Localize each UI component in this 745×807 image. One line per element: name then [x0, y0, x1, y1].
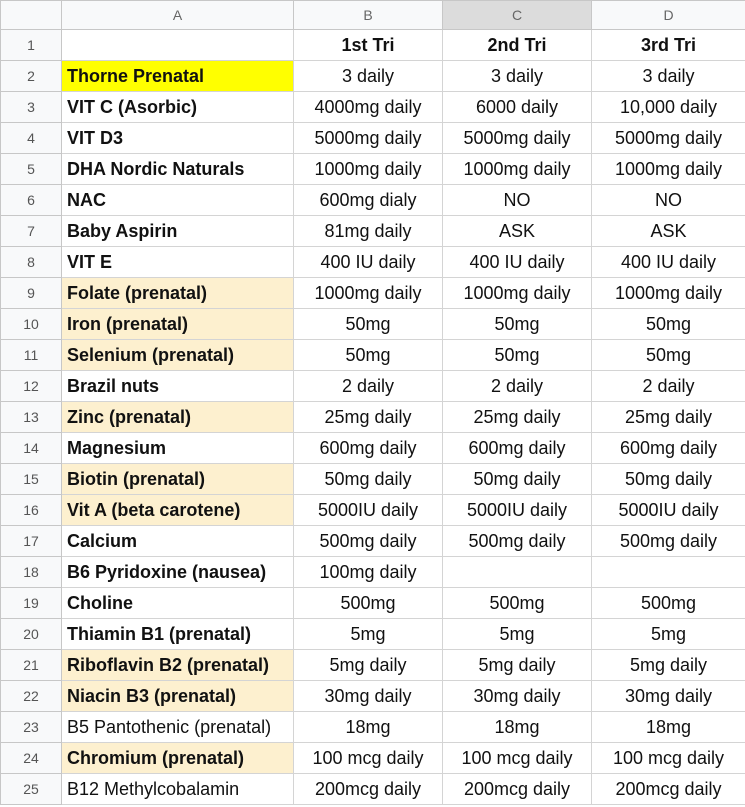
dose-1st-tri-cell[interactable]: 5mg daily	[294, 650, 443, 681]
supplement-name-cell[interactable]: NAC	[62, 185, 294, 216]
dose-2nd-tri-cell[interactable]: 500mg daily	[443, 526, 592, 557]
dose-1st-tri-cell[interactable]: 50mg daily	[294, 464, 443, 495]
row-header[interactable]: 7	[1, 216, 62, 247]
dose-3rd-tri-cell[interactable]: 500mg daily	[592, 526, 745, 557]
table-header-row	[1, 30, 745, 61]
dose-3rd-tri-cell[interactable]: 30mg daily	[592, 681, 745, 712]
table-row	[1, 557, 745, 588]
column-header-row	[1, 1, 745, 30]
dose-1st-tri-cell[interactable]: 30mg daily	[294, 681, 443, 712]
supplement-name-cell[interactable]: Biotin (prenatal)	[62, 464, 294, 495]
dose-3rd-tri-cell[interactable]: 200mcg daily	[592, 774, 745, 805]
table-row	[1, 774, 745, 805]
cell-header-1st-tri[interactable]: 1st Tri	[294, 30, 443, 61]
table-row	[1, 216, 745, 247]
dose-3rd-tri-cell[interactable]: 3 daily	[592, 61, 745, 92]
select-all-corner[interactable]	[1, 1, 62, 30]
dose-1st-tri-cell[interactable]: 1000mg daily	[294, 154, 443, 185]
row-header[interactable]: 21	[1, 650, 62, 681]
dose-1st-tri-cell[interactable]: 81mg daily	[294, 216, 443, 247]
supplement-name-cell[interactable]: B5 Pantothenic (prenatal)	[62, 712, 294, 743]
dose-2nd-tri-cell[interactable]: 30mg daily	[443, 681, 592, 712]
dose-1st-tri-cell[interactable]: 50mg	[294, 309, 443, 340]
dose-3rd-tri-cell[interactable]: 1000mg daily	[592, 154, 745, 185]
dose-2nd-tri-cell[interactable]: NO	[443, 185, 592, 216]
dose-1st-tri-cell[interactable]: 600mg daily	[294, 433, 443, 464]
supplement-name-cell[interactable]: Calcium	[62, 526, 294, 557]
dose-2nd-tri-cell[interactable]: 400 IU daily	[443, 247, 592, 278]
dose-2nd-tri-cell[interactable]: 2 daily	[443, 371, 592, 402]
supplement-name-cell[interactable]: Riboflavin B2 (prenatal)	[62, 650, 294, 681]
table-row	[1, 588, 745, 619]
supplement-name-cell[interactable]: Chromium (prenatal)	[62, 743, 294, 774]
dose-1st-tri-cell[interactable]: 100 mcg daily	[294, 743, 443, 774]
dose-1st-tri-cell[interactable]: 500mg	[294, 588, 443, 619]
table-row	[1, 247, 745, 278]
row-header[interactable]: 18	[1, 557, 62, 588]
dose-1st-tri-cell[interactable]: 50mg	[294, 340, 443, 371]
row-header[interactable]: 6	[1, 185, 62, 216]
dose-3rd-tri-cell[interactable]: 25mg daily	[592, 402, 745, 433]
dose-3rd-tri-cell[interactable]: 1000mg daily	[592, 278, 745, 309]
dose-2nd-tri-cell[interactable]: 25mg daily	[443, 402, 592, 433]
dose-1st-tri-cell[interactable]: 5000mg daily	[294, 123, 443, 154]
table-row	[1, 712, 745, 743]
supplement-name-cell[interactable]: Choline	[62, 588, 294, 619]
dose-2nd-tri-cell[interactable]: 600mg daily	[443, 433, 592, 464]
dose-3rd-tri-cell[interactable]	[592, 557, 745, 588]
dose-3rd-tri-cell[interactable]: NO	[592, 185, 745, 216]
dose-1st-tri-cell[interactable]: 5mg	[294, 619, 443, 650]
supplement-name-cell[interactable]: Magnesium	[62, 433, 294, 464]
dose-3rd-tri-cell[interactable]: 18mg	[592, 712, 745, 743]
dose-3rd-tri-cell[interactable]: 100 mcg daily	[592, 743, 745, 774]
dose-1st-tri-cell[interactable]: 4000mg daily	[294, 92, 443, 123]
dose-1st-tri-cell[interactable]: 200mcg daily	[294, 774, 443, 805]
dose-2nd-tri-cell[interactable]: 5000mg daily	[443, 123, 592, 154]
supplement-name-cell[interactable]: Baby Aspirin	[62, 216, 294, 247]
dose-2nd-tri-cell[interactable]: 200mcg daily	[443, 774, 592, 805]
supplement-name-cell[interactable]: VIT D3	[62, 123, 294, 154]
row-header[interactable]: 20	[1, 619, 62, 650]
dose-1st-tri-cell[interactable]: 1000mg daily	[294, 278, 443, 309]
row-header[interactable]: 12	[1, 371, 62, 402]
dose-2nd-tri-cell[interactable]: 5000IU daily	[443, 495, 592, 526]
row-header[interactable]: 24	[1, 743, 62, 774]
column-header-d[interactable]: D	[592, 1, 745, 30]
table-row	[1, 526, 745, 557]
supplement-name-cell[interactable]: B6 Pyridoxine (nausea)	[62, 557, 294, 588]
row-header[interactable]: 3	[1, 92, 62, 123]
dose-1st-tri-cell[interactable]: 600mg dialy	[294, 185, 443, 216]
row-header[interactable]: 22	[1, 681, 62, 712]
row-header[interactable]: 5	[1, 154, 62, 185]
table-row	[1, 650, 745, 681]
row-header[interactable]: 10	[1, 309, 62, 340]
dose-3rd-tri-cell[interactable]: 5mg daily	[592, 650, 745, 681]
row-header[interactable]: 25	[1, 774, 62, 805]
table-row	[1, 61, 745, 92]
dose-1st-tri-cell[interactable]: 100mg daily	[294, 557, 443, 588]
dose-2nd-tri-cell[interactable]: 5mg daily	[443, 650, 592, 681]
dose-2nd-tri-cell[interactable]: 18mg	[443, 712, 592, 743]
row-header[interactable]: 17	[1, 526, 62, 557]
table-row	[1, 619, 745, 650]
supplement-name-cell[interactable]: DHA Nordic Naturals	[62, 154, 294, 185]
supplement-name-cell[interactable]: Selenium (prenatal)	[62, 340, 294, 371]
row-header[interactable]: 15	[1, 464, 62, 495]
cell-header-3rd-tri[interactable]: 3rd Tri	[592, 30, 745, 61]
dose-1st-tri-cell[interactable]: 25mg daily	[294, 402, 443, 433]
row-header[interactable]: 9	[1, 278, 62, 309]
cell-a1[interactable]	[62, 30, 294, 61]
dose-3rd-tri-cell[interactable]: 5000IU daily	[592, 495, 745, 526]
dose-2nd-tri-cell[interactable]	[443, 557, 592, 588]
supplement-name-cell[interactable]: VIT E	[62, 247, 294, 278]
dose-1st-tri-cell[interactable]: 2 daily	[294, 371, 443, 402]
row-header[interactable]: 2	[1, 61, 62, 92]
dose-2nd-tri-cell[interactable]: 5mg	[443, 619, 592, 650]
supplement-name-cell[interactable]: Folate (prenatal)	[62, 278, 294, 309]
row-header[interactable]: 1	[1, 30, 62, 61]
dose-3rd-tri-cell[interactable]: 10,000 daily	[592, 92, 745, 123]
dose-1st-tri-cell[interactable]: 400 IU daily	[294, 247, 443, 278]
dose-3rd-tri-cell[interactable]: 5000mg daily	[592, 123, 745, 154]
row-header[interactable]: 8	[1, 247, 62, 278]
supplement-name-cell[interactable]: Niacin B3 (prenatal)	[62, 681, 294, 712]
row-header[interactable]: 23	[1, 712, 62, 743]
dose-3rd-tri-cell[interactable]: 50mg daily	[592, 464, 745, 495]
table-row	[1, 495, 745, 526]
dose-3rd-tri-cell[interactable]: ASK	[592, 216, 745, 247]
table-row	[1, 278, 745, 309]
cell-header-2nd-tri[interactable]: 2nd Tri	[443, 30, 592, 61]
dose-2nd-tri-cell[interactable]: 50mg daily	[443, 464, 592, 495]
row-header[interactable]: 13	[1, 402, 62, 433]
supplement-name-cell[interactable]: Brazil nuts	[62, 371, 294, 402]
row-header[interactable]: 11	[1, 340, 62, 371]
row-header[interactable]: 14	[1, 433, 62, 464]
table-row	[1, 309, 745, 340]
dose-2nd-tri-cell[interactable]: 100 mcg daily	[443, 743, 592, 774]
dose-1st-tri-cell[interactable]: 3 daily	[294, 61, 443, 92]
dose-2nd-tri-cell[interactable]: 500mg	[443, 588, 592, 619]
table-row	[1, 340, 745, 371]
table-row	[1, 371, 745, 402]
dose-2nd-tri-cell[interactable]: 1000mg daily	[443, 154, 592, 185]
table-row	[1, 464, 745, 495]
column-header-a[interactable]: A	[62, 1, 294, 30]
dose-1st-tri-cell[interactable]: 5000IU daily	[294, 495, 443, 526]
dose-1st-tri-cell[interactable]: 500mg daily	[294, 526, 443, 557]
dose-2nd-tri-cell[interactable]: 6000 daily	[443, 92, 592, 123]
supplement-name-cell[interactable]: Vit A (beta carotene)	[62, 495, 294, 526]
dose-2nd-tri-cell[interactable]: 1000mg daily	[443, 278, 592, 309]
supplement-name-cell[interactable]: VIT C (Asorbic)	[62, 92, 294, 123]
row-header[interactable]: 19	[1, 588, 62, 619]
table-row	[1, 681, 745, 712]
row-header[interactable]: 16	[1, 495, 62, 526]
supplement-name-cell[interactable]: Iron (prenatal)	[62, 309, 294, 340]
dose-3rd-tri-cell[interactable]: 500mg	[592, 588, 745, 619]
column-header-c[interactable]: C	[443, 1, 592, 30]
table-row	[1, 433, 745, 464]
table-row	[1, 185, 745, 216]
supplement-name-cell[interactable]: Zinc (prenatal)	[62, 402, 294, 433]
column-header-b[interactable]: B	[294, 1, 443, 30]
table-row	[1, 92, 745, 123]
row-header[interactable]: 4	[1, 123, 62, 154]
supplement-name-cell[interactable]: B12 Methylcobalamin	[62, 774, 294, 805]
table-row	[1, 743, 745, 774]
dose-3rd-tri-cell[interactable]: 2 daily	[592, 371, 745, 402]
dose-3rd-tri-cell[interactable]: 5mg	[592, 619, 745, 650]
dose-2nd-tri-cell[interactable]: ASK	[443, 216, 592, 247]
dose-3rd-tri-cell[interactable]: 400 IU daily	[592, 247, 745, 278]
dose-2nd-tri-cell[interactable]: 3 daily	[443, 61, 592, 92]
dose-3rd-tri-cell[interactable]: 600mg daily	[592, 433, 745, 464]
supplement-name-cell[interactable]: Thorne Prenatal	[62, 61, 294, 92]
dose-2nd-tri-cell[interactable]: 50mg	[443, 309, 592, 340]
dose-1st-tri-cell[interactable]: 18mg	[294, 712, 443, 743]
table-row	[1, 154, 745, 185]
dose-3rd-tri-cell[interactable]: 50mg	[592, 340, 745, 371]
table-row	[1, 402, 745, 433]
table-row	[1, 123, 745, 154]
dose-2nd-tri-cell[interactable]: 50mg	[443, 340, 592, 371]
supplement-name-cell[interactable]: Thiamin B1 (prenatal)	[62, 619, 294, 650]
dose-3rd-tri-cell[interactable]: 50mg	[592, 309, 745, 340]
